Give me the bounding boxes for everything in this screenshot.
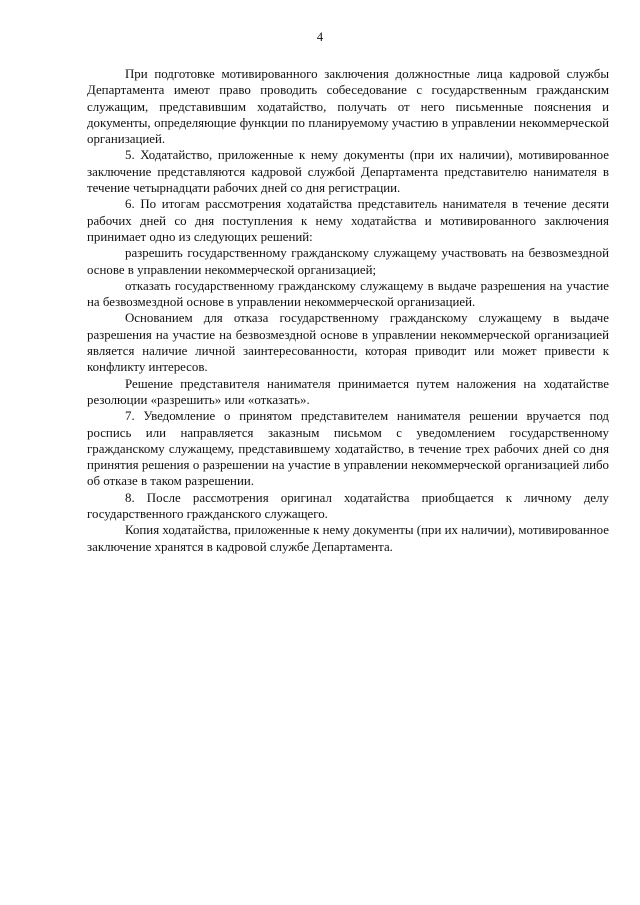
paragraph-copy-storage: Копия ходатайства, приложенные к нему документы (при их наличии), мотивированное заключение хранятся в кадровой службе Департамента. <box>87 523 609 554</box>
paragraph-interview-right: При подготовке мотивированного заключения должностные лица кадровой службы Департамента имеют право проводить собеседование с государственным гражданским служащим, представившим ходатайство, получать от него письменные пояснения и документы, определяющие функции по планируемому участию в управлении некоммерческой организацией. <box>87 67 609 147</box>
paragraph-refusal-grounds: Основанием для отказа государственному гражданскому служащему в выдаче разрешения на участие на безвозмездной основе в управлении некоммерческой организацией является наличие личной заинтересованности, которая приводит или может привести к конфликту интересов. <box>87 311 609 375</box>
paragraph-item-7: 7. Уведомление о принятом представителем нанимателя решении вручается под роспись или направляется заказным письмом с уведомлением государственному гражданскому служащему, представившему ходатайство, в течение трех рабочих дней со дня принятия решения о разрешении на участие в управлении некоммерческой организацией либо об отказе в таком разрешении. <box>87 409 609 489</box>
paragraph-item-6: 6. По итогам рассмотрения ходатайства представитель нанимателя в течение десяти рабочих дней со дня поступления к нему ходатайства и мотивированного заключения принимает одно из следующих решений: <box>87 197 609 244</box>
paragraph-item-5: 5. Ходатайство, приложенные к нему документы (при их наличии), мотивированное заключение представляются кадровой службой Департамента представителю нанимателя в течение четырнадцати рабочих дней со дня регистрации. <box>87 148 609 196</box>
paragraph-decision-refuse: отказать государственному гражданскому служащему в выдаче разрешения на участие на безвозмездной основе в управлении некоммерческой организацией. <box>87 278 609 310</box>
paragraph-decision-allow: разрешить государственному гражданскому служащему участвовать на безвозмездной основе в управлении некоммерческой организацией; <box>87 246 609 277</box>
document-body <box>87 66 609 555</box>
page-number: 4 <box>316 30 324 44</box>
paragraph-resolution: Решение представителя нанимателя принимается путем наложения на ходатайстве резолюции «разрешить» или «отказать». <box>87 376 609 407</box>
paragraph-item-8: 8. После рассмотрения оригинал ходатайства приобщается к личному делу государственного гражданского служащего. <box>87 490 609 522</box>
